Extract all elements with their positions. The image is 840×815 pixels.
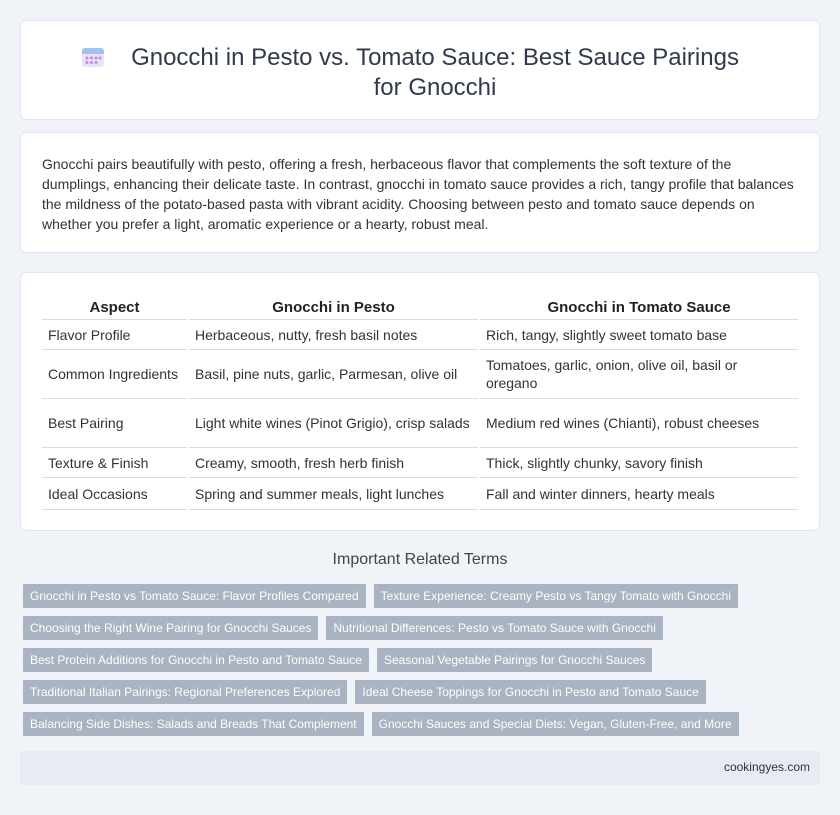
table-row — [42, 320, 798, 350]
aspect-cell: Flavor Profile — [42, 320, 188, 350]
title-card — [20, 20, 820, 120]
tomato-cell: Medium red wines (Chianti), robust cheeses — [479, 399, 798, 448]
header-pesto: Gnocchi in Pesto — [188, 297, 479, 320]
aspect-cell: Best Pairing — [42, 399, 188, 448]
table-row — [42, 448, 798, 478]
tomato-cell: Tomatoes, garlic, onion, olive oil, basil or oregano — [479, 350, 798, 399]
header-tomato: Gnocchi in Tomato Sauce — [479, 297, 798, 320]
pesto-cell: Herbaceous, nutty, fresh basil notes — [188, 320, 479, 350]
related-term-tag[interactable]: Traditional Italian Pairings: Regional Preferences Explored — [23, 680, 347, 704]
aspect-cell: Common Ingredients — [42, 350, 188, 399]
page-title: Gnocchi in Pesto vs. Tomato Sauce: Best Sauce Pairings for Gnocchi — [131, 44, 739, 101]
tomato-cell: Thick, slightly chunky, savory finish — [479, 448, 798, 478]
table-row — [42, 478, 798, 510]
pesto-cell: Spring and summer meals, light lunches — [188, 478, 479, 510]
pesto-cell: Basil, pine nuts, garlic, Parmesan, olive oil — [188, 350, 479, 399]
related-term-tag[interactable]: Seasonal Vegetable Pairings for Gnocchi Sauces — [377, 648, 653, 672]
aspect-cell: Texture & Finish — [42, 448, 188, 478]
table-header-row — [42, 297, 798, 320]
related-term-tag[interactable]: Ideal Cheese Toppings for Gnocchi in Pesto and Tomato Sauce — [355, 680, 705, 704]
aspect-cell: Ideal Occasions — [42, 478, 188, 510]
comparison-card — [20, 272, 820, 531]
comparison-table — [42, 297, 798, 510]
summary-text: Gnocchi pairs beautifully with pesto, offering a fresh, herbaceous flavor that complements the soft texture of the dumplings, enhancing their delicate taste. In contrast, gnocchi in tomato sauce provides a rich, tangy profile that balances the mildness of the potato-based pasta with vibrant acidity. Choosing between pesto and tomato sauce depends on whether you prefer a light, aromatic experience or a hearty, robust meal. — [42, 156, 794, 232]
pesto-cell: Light white wines (Pinot Grigio), crisp salads — [188, 399, 479, 448]
footer — [20, 751, 820, 785]
pesto-cell: Creamy, smooth, fresh herb finish — [188, 448, 479, 478]
tomato-cell: Rich, tangy, slightly sweet tomato base — [479, 320, 798, 350]
related-term-tag[interactable]: Nutritional Differences: Pesto vs Tomato Sauce with Gnocchi — [326, 616, 662, 640]
related-term-tag[interactable]: Gnocchi in Pesto vs Tomato Sauce: Flavor Profiles Compared — [23, 584, 366, 608]
header-aspect: Aspect — [42, 297, 188, 320]
related-term-tag[interactable]: Gnocchi Sauces and Special Diets: Vegan, Gluten-Free, and More — [372, 712, 739, 736]
tomato-cell: Fall and winter dinners, hearty meals — [479, 478, 798, 510]
related-term-tag[interactable]: Balancing Side Dishes: Salads and Breads That Complement — [23, 712, 364, 736]
related-term-tag[interactable]: Choosing the Right Wine Pairing for Gnocchi Sauces — [23, 616, 318, 640]
table-row — [42, 350, 798, 399]
table-row — [42, 399, 798, 448]
related-term-tag[interactable]: Best Protein Additions for Gnocchi in Pesto and Tomato Sauce — [23, 648, 369, 672]
footer-site-link[interactable]: cookingyes.com — [723, 760, 810, 774]
related-term-tag[interactable]: Texture Experience: Creamy Pesto vs Tangy Tomato with Gnocchi — [374, 584, 738, 608]
related-terms-list — [23, 584, 813, 736]
related-terms-heading: Important Related Terms — [332, 551, 508, 568]
summary-card — [20, 132, 820, 253]
